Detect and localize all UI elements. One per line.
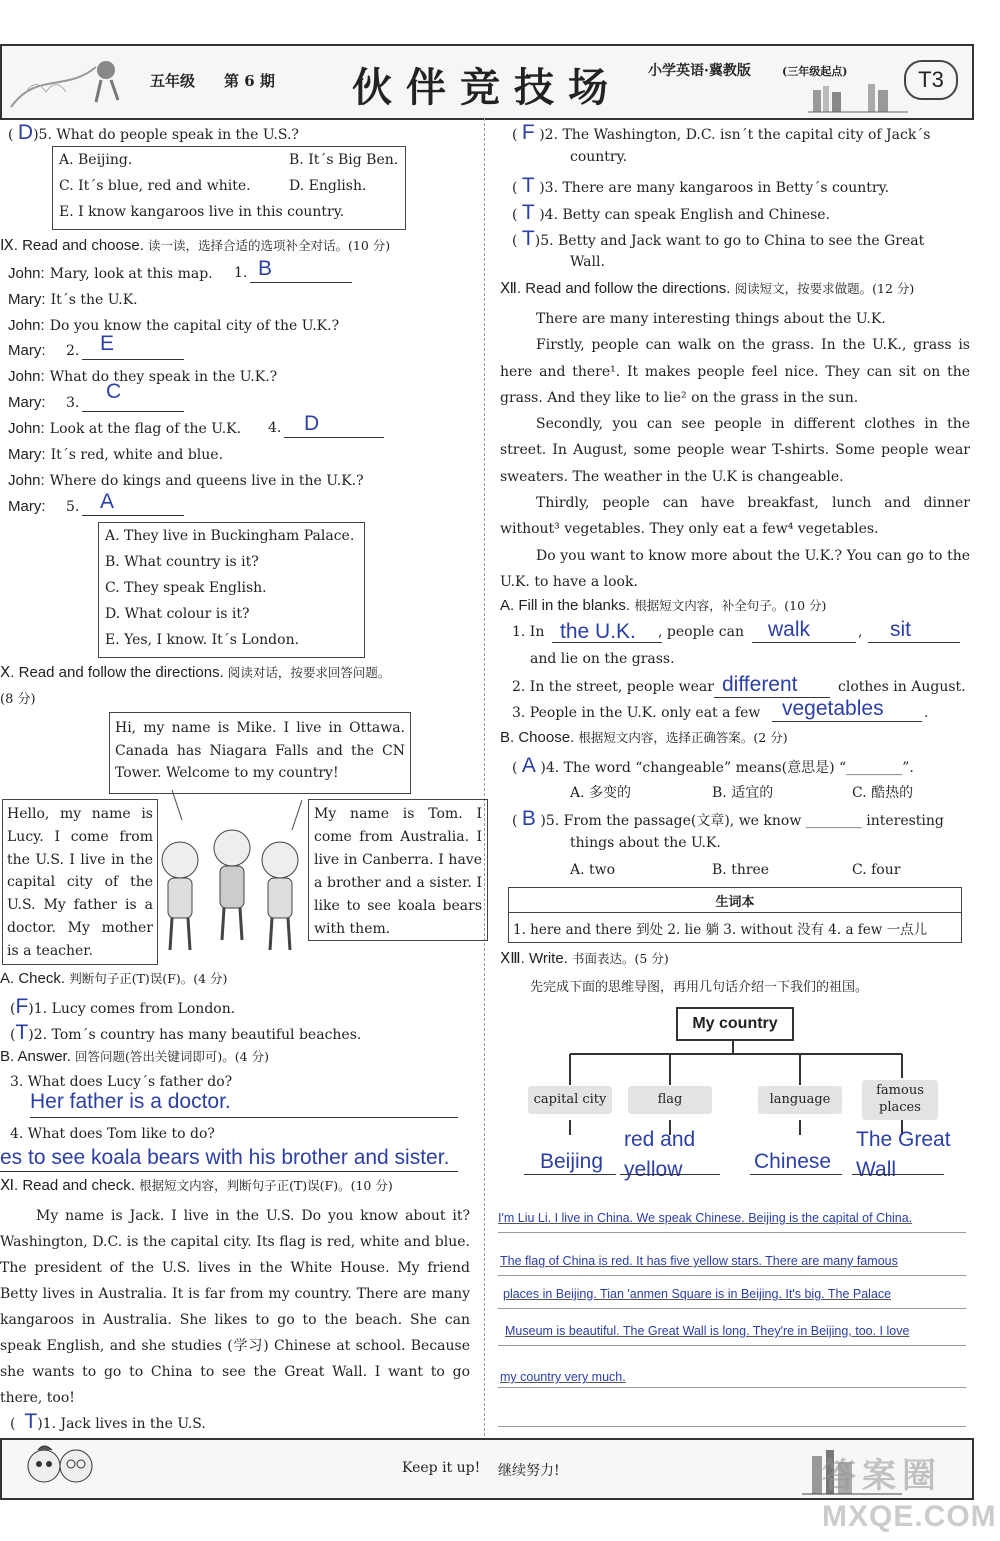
dialog-line-8: Mary: It´s red, white and blue. [8, 446, 224, 463]
essay-line-2: The flag of China is red. It has five yellow stars. There are many famous [500, 1254, 898, 1268]
s9-option-c: C. They speak English. [105, 580, 267, 596]
s11-item-5-cont: Wall. [570, 254, 605, 270]
question-4-answer: es to see koala bears with his brother and sister. [0, 1146, 450, 1169]
section-10-points: (8 分) [0, 692, 36, 707]
s11-item-2-cont: country. [570, 149, 628, 165]
q5-option-a: A. Beijing. [59, 152, 133, 168]
essay-line-4: Museum is beautiful. The Great Wall is long. They're in Beijing, too. I love [505, 1324, 910, 1338]
vocabulary-list: 1. here and there 到处 2. lie 躺 3. without 没有 4. a few 一点儿 [513, 922, 928, 938]
q5-line: ( D)5. What do people speak in the U.S.? [8, 121, 299, 144]
watermark-text: MXQE.COM [822, 1500, 997, 1533]
essay-line-1: I'm Liu Li. I live in China. We speak Chinese. Beijing is the capital of China. [498, 1211, 913, 1225]
page-title: 伙伴竞技场 [352, 64, 622, 111]
dialog-line-1: John: Mary, look at this map. 1. B [8, 263, 428, 282]
s9-option-a: A. They live in Buckingham Palace. [105, 528, 355, 544]
essay-line-3: places in Beijing. Tian 'anmen Square is in Beijing. It's big. The Palace [503, 1287, 892, 1301]
q5-option-e: E. I know kangaroos live in this country. [59, 204, 345, 220]
essay-line-5: my country very much. [500, 1370, 626, 1384]
vocabulary-box [508, 887, 962, 943]
column-divider [484, 118, 485, 1436]
mindmap-node-capital-city: capital city [528, 1086, 612, 1114]
choose-item-4: ( A )4. The word “changeable” means(意思是) “________”. [512, 754, 914, 777]
mindmap-answer-famous-places: The Great Wall [856, 1128, 951, 1181]
footer-cn: 继续努力! [498, 1463, 560, 1479]
section-13-heading: ⅩⅢ. Write. 书面表达。(5 分) [500, 950, 669, 967]
tom-speech-bubble: My name is Tom. I come from Australia. I live in Canberra. I have a brother and a sister. I like to see koala bears with them. [308, 799, 488, 941]
question-3: 3. What does Lucy´s father do? [10, 1074, 233, 1090]
q5-option-b: B. It´s Big Ben. [289, 152, 399, 168]
s11-item-4: ( T )4. Betty can speak English and Chinese. [512, 201, 831, 224]
subject-label: 小学英语·冀教版 [648, 63, 751, 79]
s9-option-e: E. Yes, I know. It´s London. [105, 632, 300, 648]
issue-label: 第 6 期 [224, 72, 275, 90]
choose-item-5: ( B )5. From the passage(文章), we know ________ interesting [512, 807, 944, 830]
lucy-speech-bubble: Hello, my name is Lucy. I come from the U.S. I live in the capital city of the U.S. My father is a doctor. My mother is a teacher. [2, 799, 158, 965]
choose-item-5-cont: things about the U.K. [570, 835, 721, 851]
kids-avatar-icon [20, 1442, 100, 1496]
dialog-line-2: Mary: It´s the U.K. [8, 291, 138, 308]
footer-text: Keep it up! [402, 1460, 481, 1476]
dialog-line-3: John: Do you know the capital city of the U.K.? [8, 317, 340, 334]
page-header [0, 44, 974, 120]
dialog-line-4: Mary: 2. E [8, 340, 208, 359]
header-decoration-icon [6, 52, 141, 112]
section-11-heading: Ⅺ. Read and check. 根据短文内容，判断句子正(T)误(F)。(10 分) [0, 1177, 393, 1194]
dialog-line-6: Mary: 3. C [8, 392, 208, 411]
dialog-line-9: John: Where do kings and queens live in the U.K.? [8, 472, 364, 489]
question-3-underline [30, 1117, 458, 1118]
q5-answer: D [17, 121, 34, 144]
s11-item-5: ( T)5. Betty and Jack want to go to China to see the Great [512, 227, 925, 250]
question-4-underline [0, 1171, 458, 1172]
check-item-2: (T)2. Tom´s country has many beautiful beaches. [10, 1021, 362, 1044]
children-illustration [152, 790, 302, 960]
fill-item-3: 3. People in the U.K. only eat a few vegetables . [512, 697, 929, 721]
section-9-heading: Ⅸ. Read and choose. 读一读，选择合适的选项补全对话。(10 分) [0, 237, 391, 254]
mindmap-answer-capital: Beijing [540, 1150, 604, 1173]
dialog-line-7: John: Look at the flag of the U.K. 4. D [8, 418, 428, 437]
section-11-passage: My name is Jack. I live in the U.S. Do you know about it? Washington, D.C. is the capital city. Its flag is red, white and blue. The president of the U.S. lives in the White House. My friend Betty lives in Australia. It is far from my country. There are many kangaroos in Australia. She likes to go to the beach. She can speak English, and she studies (学习) Chinese at school. Because she wants to go to China to see the Great Wall. I want to go there, too! [0, 1208, 470, 1406]
question-3-answer: Her father is a doctor. [30, 1090, 231, 1113]
section-10-heading: Ⅹ. Read and follow the directions. 阅读对话，按要求回答问题。 [0, 664, 391, 681]
q5-options-box [52, 146, 406, 230]
s11-item-2: ( F )2. The Washington, D.C. isn´t the capital city of Jack´s [512, 121, 931, 144]
watermark-logo: 答案圈 [822, 1457, 942, 1495]
mindmap-root: My country [676, 1007, 794, 1041]
section-12-heading: Ⅻ. Read and follow the directions. 阅读短文，按要求做题。(12 分) [500, 280, 915, 297]
part-a-fill-heading: A. Fill in the blanks. 根据短文内容，补全句子。(10 分) [500, 597, 827, 614]
part-b-answer-heading: B. Answer. 回答问题(答出关键词即可)。(4 分) [0, 1048, 269, 1065]
subject-note: (三年级起点) [782, 65, 848, 78]
fill-item-2: 2. In the street, people wear different clothes in August. [512, 673, 966, 696]
mindmap-node-flag: flag [628, 1086, 712, 1114]
section-13-instruction: 先完成下面的思维导图，再用几句话介绍一下我们的祖国。 [530, 980, 869, 995]
section-12-passage: There are many interesting things about the U.K. Firstly, people can walk on the grass. In the U.K., grass is here and there¹. It makes people feel nice. They can sit on the grass. And they like to lie² on the grass in the sun. Secondly, you can see people in different clothes in the street. In August, some people wear T-shirts. Some people wear sweaters. The weather in the U.K is changeable. Thirdly, people can have breakfast, lunch and dinner without³ vegetables. They only eat a few⁴ vegetables. Do you want to know more about the U.K.? You can go to the U.K. to have a look. [500, 311, 970, 590]
part-b-choose-heading: B. Choose. 根据短文内容，选择正确答案。(2 分) [500, 729, 788, 746]
s11-item-3: ( T )3. There are many kangaroos in Betty´s country. [512, 174, 890, 197]
dialog-line-5: John: What do they speak in the U.K.? [8, 368, 278, 385]
s11-item-1: ( T)1. Jack lives in the U.S. [10, 1410, 206, 1433]
page-badge: T3 [904, 60, 958, 100]
vocabulary-title: 生词本 [715, 895, 755, 910]
mindmap-answer-language: Chinese [754, 1150, 832, 1173]
fill-item-1: 1. In the U.K. , people can walk , sit [512, 622, 972, 646]
mindmap-node-language: language [758, 1086, 842, 1114]
mindmap-node-famous-places: famous places [862, 1080, 938, 1120]
grade-label: 五年级 [150, 72, 196, 90]
s9-options-box [98, 522, 365, 658]
mike-speech-bubble: Hi, my name is Mike. I live in Ottawa. Canada has Niagara Falls and the CN Tower. Welcome to my country! [109, 712, 411, 794]
fill-item-1-cont: and lie on the grass. [530, 651, 675, 667]
question-4: 4. What does Tom like to do? [10, 1126, 215, 1142]
part-a-check-heading: A. Check. 判断句子正(T)误(F)。(4 分) [0, 970, 228, 987]
mindmap-answer-flag: red and yellow [624, 1128, 696, 1181]
bookshelf-icon [808, 80, 908, 114]
check-item-1: (F)1. Lucy comes from London. [10, 995, 236, 1018]
s9-option-b: B. What country is it? [105, 554, 259, 570]
s9-option-d: D. What colour is it? [105, 606, 250, 622]
q5-option-d: D. English. [289, 178, 367, 194]
dialog-line-10: Mary: 5. A [8, 496, 208, 515]
q5-option-c: C. It´s blue, red and white. [59, 178, 251, 194]
